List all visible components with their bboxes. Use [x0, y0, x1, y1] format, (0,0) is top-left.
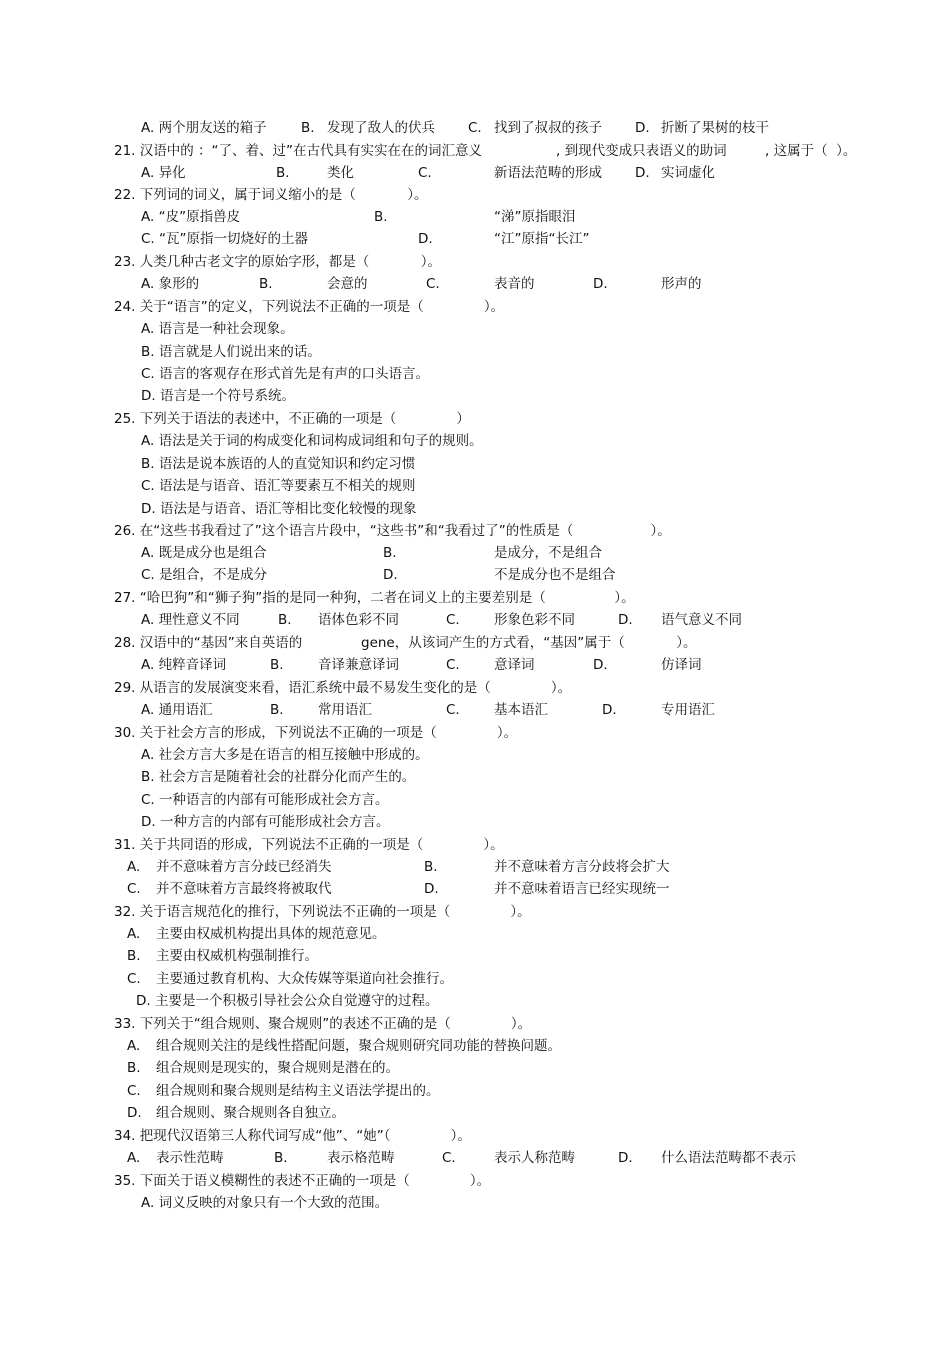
text-segment: 主要由权威机构强制推行。 [156, 948, 318, 964]
text-segment: 常用语汇 [318, 702, 372, 718]
text-segment: D. [602, 702, 617, 718]
text-segment: 表音的 [494, 276, 535, 292]
text-segment: 组合规则、聚合规则各自独立。 [156, 1105, 345, 1121]
text-segment: 什么语法范畴都不表示 [661, 1150, 796, 1166]
text-segment: 21. 汉语中的 ：“了、着、过”在古代具有实实在在的词汇意义 [114, 143, 483, 159]
text-segment: C. [442, 1150, 456, 1166]
text-segment: D. [618, 612, 633, 628]
text-segment: 表示格范畴 [327, 1150, 395, 1166]
text-segment: 发现了敌人的伏兵 [327, 120, 435, 136]
text-segment: C. 是组合，不是成分 [141, 567, 268, 583]
text-segment: 仿译词 [661, 657, 702, 673]
text-segment: A. [127, 1150, 141, 1166]
text-segment: 形象色彩不同 [494, 612, 575, 628]
text-segment: 33. 下列关于“组合规则、聚合规则”的表述不正确的是（ ）。 [114, 1016, 532, 1032]
text-segment: 26. 在“这些书我看过了”这个语言片段中，“这些书”和“我看过了”的性质是（ ）。 [114, 523, 671, 539]
text-segment: A. 理性意义不同 [141, 612, 240, 628]
text-segment: 并不意味着方言分歧将会扩大 [494, 859, 670, 875]
text-segment: D. 主要是一个积极引导社会公众自觉遵守的过程。 [136, 993, 439, 1009]
text-segment: 并不意味着方言最终将被取代 [156, 881, 332, 897]
text-segment: 27. “哈巴狗”和“狮子狗”指的是同一种狗，二者在词义上的主要差别是（ ）。 [114, 590, 635, 606]
text-segment: 类化 [327, 165, 354, 181]
text-segment: 28. 汉语中的“基因”来自英语的 [114, 635, 303, 651]
text-segment: A. 社会方言大多是在语言的相互接触中形成的。 [141, 747, 429, 763]
text-segment: C. 语法是与语音、语汇等要素互不相关的规则 [141, 478, 416, 494]
text-segment: 组合规则关注的是线性搭配问题，聚合规则研究同功能的替换问题。 [156, 1038, 561, 1054]
text-segment: 找到了叔叔的孩子 [494, 120, 602, 136]
text-segment: C. [446, 657, 460, 673]
text-segment: B. [274, 1150, 288, 1166]
text-segment: D. 一种方言的内部有可能形成社会方言。 [141, 814, 390, 830]
text-segment: D. [618, 1150, 633, 1166]
text-segment: D. [635, 165, 650, 181]
text-segment: B. [127, 1060, 141, 1076]
text-segment: B. [270, 657, 284, 673]
text-segment: A. [127, 859, 141, 875]
text-segment: 语气意义不同 [661, 612, 742, 628]
text-segment: B. [278, 612, 292, 628]
text-segment: C. [418, 165, 432, 181]
text-segment: D. [127, 1105, 142, 1121]
text-segment: D. 语法是与语音、语汇等相比变化较慢的现象 [141, 501, 417, 517]
text-segment: A. 语法是关于词的构成变化和词构成词组和句子的规则。 [141, 433, 483, 449]
text-segment: , 到现代变成只表语义的助词 [556, 143, 727, 159]
text-segment: B. [270, 702, 284, 718]
text-segment: 专用语汇 [661, 702, 715, 718]
text-segment: 不是成分也不是组合 [494, 567, 616, 583]
text-segment: B. [383, 545, 397, 561]
text-segment: B. 语言就是人们说出来的话。 [141, 344, 321, 360]
text-segment: C. [127, 971, 141, 987]
text-segment: 32. 关于语言规范化的推行，下列说法不正确的一项是（ ）。 [114, 904, 531, 920]
text-segment: 并不意味着语言已经实现统一 [494, 881, 670, 897]
text-segment: 34. 把现代汉语第三人称代词写成“他”、“她”（ ）。 [114, 1128, 471, 1144]
text-segment: 是成分，不是组合 [494, 545, 602, 561]
text-segment: 意译词 [494, 657, 535, 673]
text-segment: D. [635, 120, 650, 136]
text-segment: “江”原指“长江” [494, 231, 590, 247]
text-segment: C. [468, 120, 482, 136]
text-segment: A. “皮”原指兽皮 [141, 209, 241, 225]
text-segment: 表示人称范畴 [494, 1150, 575, 1166]
text-segment: 主要由权威机构提出具体的规范意见。 [156, 926, 386, 942]
text-segment: A. [127, 1038, 141, 1054]
text-segment: A. 语言是一种社会现象。 [141, 321, 294, 337]
text-segment: 折断了果树的枝干 [661, 120, 769, 136]
text-segment: D. [424, 881, 439, 897]
text-segment: A. 词义反映的对象只有一个大致的范围。 [141, 1195, 389, 1211]
text-segment: 30. 关于社会方言的形成，下列说法不正确的一项是（ ）。 [114, 725, 518, 741]
text-segment: “涕”原指眼泪 [494, 209, 576, 225]
text-segment: 基本语汇 [494, 702, 548, 718]
text-segment: A. 通用语汇 [141, 702, 213, 718]
text-segment: A. 既是成分也是组合 [141, 545, 267, 561]
text-segment: 语体色彩不同 [318, 612, 399, 628]
text-segment: B. [424, 859, 438, 875]
text-segment: C. [127, 881, 141, 897]
text-segment: B. 社会方言是随着社会的社群分化而产生的。 [141, 769, 416, 785]
text-segment: C. [446, 702, 460, 718]
text-segment: A. 纯粹音译词 [141, 657, 227, 673]
text-segment: A. 异化 [141, 165, 186, 181]
text-segment: , 这属于（ ）。 [765, 143, 857, 159]
text-segment: 31. 关于共同语的形成，下列说法不正确的一项是（ ）。 [114, 837, 504, 853]
text-segment: 25. 下列关于语法的表述中，不正确的一项是（ ） [114, 411, 470, 427]
text-segment: C. [446, 612, 460, 628]
text-segment: gene，从该词产生的方式看，“基因”属于（ ）。 [361, 635, 697, 651]
text-segment: A. [127, 926, 141, 942]
text-segment: 24. 关于“语言”的定义，下列说法不正确的一项是（ ）。 [114, 299, 505, 315]
text-segment: 35. 下面关于语义模糊性的表述不正确的一项是（ ）。 [114, 1173, 491, 1189]
text-segment: 形声的 [661, 276, 702, 292]
text-segment: D. [383, 567, 398, 583]
text-segment: B. [276, 165, 290, 181]
text-segment: D. [593, 657, 608, 673]
text-segment: 主要通过教育机构、大众传媒等渠道向社会推行。 [156, 971, 453, 987]
text-segment: C. [127, 1083, 141, 1099]
text-segment: B. [374, 209, 388, 225]
text-segment: 29. 从语言的发展演变来看，语汇系统中最不易发生变化的是（ ）。 [114, 680, 572, 696]
text-segment: C. [426, 276, 440, 292]
text-segment: D. [418, 231, 433, 247]
text-segment: 新语法范畴的形成 [494, 165, 602, 181]
text-segment: C. 语言的客观存在形式首先是有声的口头语言。 [141, 366, 430, 382]
text-segment: 表示性范畴 [156, 1150, 224, 1166]
text-segment: 实词虚化 [661, 165, 715, 181]
text-segment: 23. 人类几种古老文字的原始字形，都是（ ）。 [114, 254, 442, 270]
text-segment: 组合规则是现实的，聚合规则是潜在的。 [156, 1060, 399, 1076]
text-segment: B. [301, 120, 315, 136]
text-segment: C. “瓦”原指一切烧好的土器 [141, 231, 308, 247]
text-segment: A. 象形的 [141, 276, 200, 292]
text-segment: 会意的 [327, 276, 368, 292]
text-segment: D. 语言是一个符号系统。 [141, 388, 295, 404]
text-segment: 并不意味着方言分歧已经消失 [156, 859, 332, 875]
text-segment: B. [127, 948, 141, 964]
text-segment: D. [593, 276, 608, 292]
text-segment: 组合规则和聚合规则是结构主义语法学提出的。 [156, 1083, 440, 1099]
text-segment: B. 语法是说本族语的人的直觉知识和约定习惯 [141, 456, 416, 472]
text-segment: 音译兼意译词 [318, 657, 399, 673]
text-segment: 22. 下列词的词义，属于词义缩小的是（ ）。 [114, 187, 428, 203]
text-segment: B. [259, 276, 273, 292]
text-segment: C. 一种语言的内部有可能形成社会方言。 [141, 792, 389, 808]
text-segment: A. 两个朋友送的箱子 [141, 120, 267, 136]
